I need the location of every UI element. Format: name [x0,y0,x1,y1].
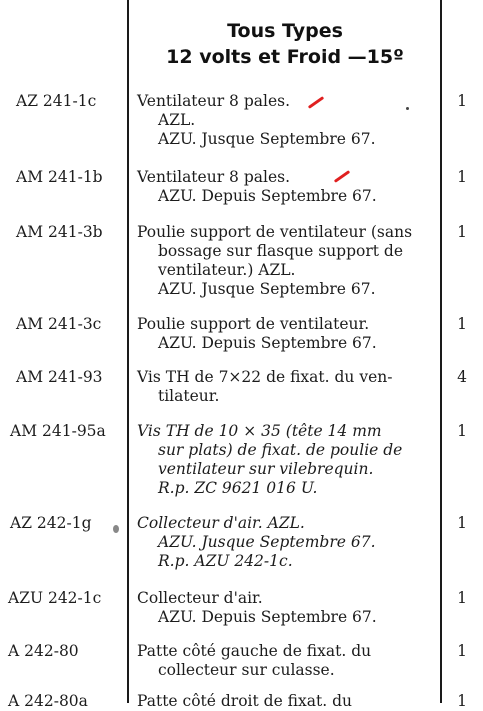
ink-smudge [113,525,119,533]
part-reference: AM 241-93 [16,368,103,386]
part-reference: AM 241-1b [16,168,103,186]
part-quantity: 1 [457,168,467,186]
part-quantity: 1 [457,223,467,241]
part-quantity: 1 [457,422,467,440]
part-reference: A 242-80 [8,642,79,660]
part-description: Patte côté droit de fixat. du [137,692,352,710]
part-quantity: 1 [457,692,467,710]
part-quantity: 1 [457,589,467,607]
part-description: Collecteur d'air. AZU. Depuis Septembre 67. [137,589,377,626]
part-description: Ventilateur 8 pales. AZU. Depuis Septembre 67. [137,168,377,205]
part-description: Patte côté gauche de fixat. du collecteur sur culasse. [137,642,372,679]
part-reference: AZ 241-1c [16,92,97,110]
part-reference: AZ 242-1g [10,514,92,532]
part-description: Collecteur d'air. AZL. AZU. Jusque Septembre 67. R.p. AZU 242-1c. [137,514,376,570]
part-quantity: 4 [457,368,467,386]
part-description: Vis TH de 7×22 de fixat. du ven- tilateur. [137,368,393,405]
part-reference: A 242-80a [8,692,88,710]
part-quantity: 1 [457,315,467,333]
section-header [130,18,440,70]
part-description: Ventilateur 8 pales. AZL. AZU. Jusque Septembre 67. [137,92,376,148]
part-reference: AM 241-3c [16,315,102,333]
column-divider-right [440,0,442,703]
part-quantity: 1 [457,642,467,660]
part-reference: AM 241-95a [10,422,106,440]
part-quantity: 1 [457,92,467,110]
part-description: Poulie support de ventilateur (sans bossage sur flasque support de ventilateur.) AZL. AZU. Jusque Septembre 67. [137,223,413,298]
part-quantity: 1 [457,514,467,532]
part-reference: AM 241-3b [16,223,103,241]
part-reference: AZU 242-1c [8,589,102,607]
part-description: Poulie support de ventilateur. AZU. Depuis Septembre 67. [137,315,377,352]
ink-speck [406,107,409,110]
header-subtitle: 12 volts et Froid —15º [166,46,404,68]
header-title: Tous Types [227,20,343,42]
part-description: Vis TH de 10 × 35 (tête 14 mm sur plats) de fixat. de poulie de ventilateur sur vilebrequin. R.p. ZC 9621 016 U. [137,422,403,497]
